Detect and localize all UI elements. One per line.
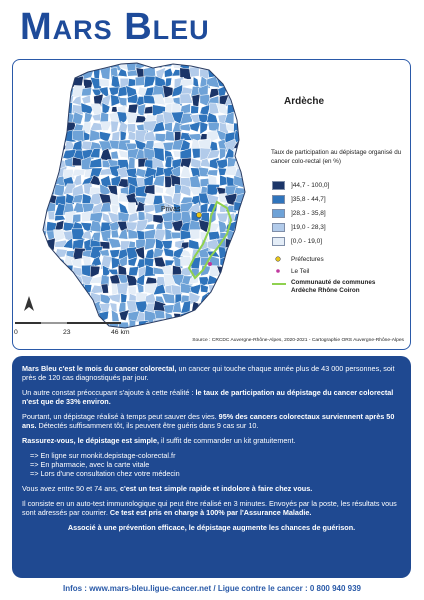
municipality-cell — [243, 302, 254, 313]
municipality-cell — [54, 132, 65, 142]
municipality-cell — [72, 60, 82, 71]
community-legend-line — [272, 283, 286, 285]
municipality-cell — [54, 60, 67, 71]
municipality-cell — [145, 328, 156, 341]
municipality-cell — [244, 283, 255, 293]
municipality-cell — [207, 328, 218, 339]
kit-option: => En pharmacie, avec la carte vitale — [30, 460, 150, 469]
scale-label: 23 — [63, 329, 71, 336]
municipality-cell — [72, 229, 86, 240]
info-paragraph: Rassurez-vous, le dépistage est simple, il suffit de commander un kit gratuitement. — [22, 436, 296, 445]
municipality-cell — [246, 149, 256, 161]
municipality-cell — [191, 106, 199, 114]
municipality-cell — [243, 256, 255, 269]
municipality-cell — [189, 121, 201, 132]
municipality-cell — [46, 95, 58, 106]
municipality-cell — [45, 303, 57, 314]
municipality-cell — [227, 287, 239, 294]
municipality-cell — [54, 313, 66, 322]
legend-swatch — [272, 195, 285, 204]
municipality-cell — [155, 186, 163, 193]
municipality-cell — [82, 312, 92, 321]
legend-label: ]35,8 - 44,7] — [291, 196, 326, 203]
municipality-cell — [234, 240, 246, 248]
municipality-cell — [48, 103, 58, 115]
municipality-cell — [217, 292, 229, 302]
municipality-cell — [234, 95, 243, 106]
municipality-cell — [243, 240, 256, 249]
municipality-cell — [48, 157, 58, 169]
municipality-cell — [237, 114, 245, 122]
municipality-cell — [245, 86, 256, 99]
municipality-cell — [244, 68, 255, 80]
municipality-cell — [210, 320, 220, 332]
municipality-cell — [228, 320, 238, 331]
municipality-cell — [129, 267, 139, 276]
municipality-cell — [36, 177, 46, 186]
municipality-cell — [245, 321, 255, 330]
municipality-cell — [180, 166, 191, 178]
municipality-cell — [73, 293, 81, 305]
municipality-cell — [46, 274, 58, 287]
closing-statement: Associé à une prévention efficace, le dépistage augmente les chances de guérison. — [67, 523, 356, 532]
prefecture-legend-marker — [276, 257, 281, 262]
municipality-cell — [243, 293, 255, 306]
municipality-cell — [234, 277, 246, 285]
scale-bar — [13, 322, 143, 342]
municipality-cell — [48, 88, 58, 95]
municipality-cell — [163, 85, 173, 98]
municipality-cell — [118, 229, 128, 240]
municipality-cell — [234, 233, 247, 242]
municipality-cell — [111, 230, 119, 238]
municipality-cell — [207, 304, 218, 314]
municipality-cell — [73, 301, 83, 313]
municipality-cell — [153, 248, 164, 258]
municipality-cell — [54, 86, 67, 95]
municipality-cell — [111, 121, 119, 133]
municipality-cell — [73, 239, 85, 250]
municipality-cell — [92, 60, 102, 70]
department-name: Ardèche — [284, 96, 325, 107]
municipality-cell — [226, 67, 236, 78]
municipality-cell — [46, 121, 58, 132]
municipality-cell — [245, 159, 255, 168]
scale-label: 0 — [14, 329, 18, 336]
municipality-cell — [234, 247, 246, 258]
info-paragraph: Mars Bleu c'est le mois du cancer colorectal, un cancer qui touche chaque année plus de 43 000 personnes, soit près de 120 cas diagnostiqués par jour. — [22, 364, 395, 382]
municipality-cell — [189, 67, 199, 77]
municipality-cell — [46, 60, 58, 70]
municipality-cell — [63, 292, 74, 304]
municipality-cell — [36, 60, 47, 71]
municipality-cell — [243, 248, 257, 256]
legend-label: ]44,7 - 100,0] — [291, 182, 330, 189]
municipality-cell — [245, 268, 254, 277]
municipality-cell — [225, 275, 234, 288]
municipality-cell — [243, 330, 254, 338]
municipality-cell — [128, 212, 138, 223]
municipality-cell — [46, 169, 56, 176]
municipality-cell — [227, 85, 238, 94]
municipality-cell — [111, 107, 117, 113]
municipality-cell — [172, 328, 181, 341]
kit-options-list — [22, 451, 401, 478]
municipality-cell — [36, 113, 47, 125]
municipality-cell — [190, 230, 200, 240]
municipality-cell — [243, 310, 253, 321]
municipality-cell — [235, 104, 245, 116]
prefecture-marker — [196, 212, 201, 217]
municipality-cell — [63, 284, 75, 292]
kit-option: => En ligne sur monkit.depistage-colorectal.fr — [30, 451, 176, 460]
municipality-cell — [201, 292, 210, 303]
municipality-cell — [245, 167, 254, 175]
municipality-cell — [244, 60, 255, 69]
municipality-cell — [218, 60, 230, 70]
municipality-cell — [36, 87, 49, 98]
map-source: Source : CRCDC Auvergne-Rhône-Alpes, 2020-2021 - Cartographie ORS Auvergne-Rhône-Alpes — [192, 338, 404, 343]
municipality-cell — [99, 79, 109, 87]
municipality-cell — [72, 214, 80, 223]
municipality-cell — [220, 311, 226, 322]
municipality-cell — [45, 250, 54, 257]
municipality-cell — [54, 105, 64, 115]
municipality-cell — [234, 302, 245, 313]
municipality-cell — [36, 211, 45, 223]
municipality-cell — [54, 284, 67, 294]
municipality-cell — [243, 202, 257, 212]
municipality-cell — [207, 313, 218, 322]
municipality-cell — [66, 303, 76, 312]
municipality-cell — [245, 140, 253, 151]
municipality-cell — [128, 104, 138, 113]
municipality-cell — [219, 302, 229, 312]
municipality-cell — [48, 140, 56, 151]
municipality-cell — [220, 285, 229, 296]
municipality-cell — [36, 67, 49, 78]
municipality-cell — [63, 68, 73, 79]
municipality-cell — [193, 77, 199, 88]
municipality-cell — [225, 310, 238, 321]
municipality-cell — [220, 149, 226, 160]
municipality-cell — [234, 266, 246, 275]
municipality-cell — [209, 60, 220, 70]
municipality-cell — [72, 283, 85, 296]
municipality-cell — [217, 321, 228, 328]
municipality-cell — [67, 76, 73, 86]
municipality-cell — [36, 132, 49, 139]
municipality-cell — [244, 229, 255, 243]
municipality-cell — [155, 133, 166, 142]
municipality-cell — [227, 60, 237, 70]
municipality-cell — [243, 78, 255, 87]
municipality-cell — [225, 258, 237, 269]
municipality-cell — [164, 329, 174, 341]
municipality-cell — [200, 122, 208, 135]
municipality-cell — [234, 257, 244, 268]
legend-item — [272, 181, 392, 191]
municipality-cell — [235, 78, 246, 86]
municipality-cell — [37, 266, 49, 279]
municipality-cell — [37, 249, 50, 260]
municipality-cell — [121, 293, 127, 303]
municipality-cell — [153, 329, 165, 339]
north-arrow-icon — [22, 295, 36, 317]
municipality-cell — [54, 112, 65, 122]
municipality-cell — [37, 283, 49, 297]
municipality-cell — [36, 94, 46, 107]
municipality-cell — [244, 178, 252, 187]
municipality-cell — [36, 310, 48, 323]
municipality-cell — [234, 311, 247, 322]
municipality-cell — [243, 274, 254, 287]
municipality-cell — [54, 97, 66, 105]
municipality-cell — [190, 175, 202, 187]
scale-label: 46 km — [111, 329, 130, 336]
municipality-cell — [165, 122, 173, 131]
legend-title: Taux de participation au dépistage organisé du cancer colo-rectal (en %) — [271, 149, 402, 165]
legend-label: ]19,0 - 28,3] — [291, 224, 326, 231]
municipality-cell — [45, 76, 58, 88]
municipality-cell — [92, 114, 101, 121]
municipality-cell — [201, 321, 212, 330]
municipality-cell — [47, 284, 59, 295]
municipality-cell — [120, 131, 126, 141]
municipality-cell — [200, 203, 208, 214]
municipality-cell — [198, 167, 208, 177]
municipality-cell — [234, 286, 247, 295]
municipality-cell — [45, 130, 57, 144]
municipality-cell — [46, 258, 58, 269]
municipality-cell — [135, 77, 145, 86]
municipality-cell — [234, 213, 248, 221]
municipality-cell — [218, 277, 226, 287]
municipality-cell — [37, 302, 48, 313]
municipality-cell — [46, 115, 58, 125]
le-teil-marker — [208, 262, 212, 266]
info-paragraph: Vous avez entre 50 et 74 ans, c'est un test simple rapide et indolore à faire chez vous. — [22, 484, 313, 493]
municipality-cell — [244, 121, 255, 131]
legend-swatch — [272, 237, 285, 246]
municipality-cell — [192, 94, 200, 106]
municipality-cell — [37, 275, 48, 287]
municipality-cell — [47, 312, 57, 322]
municipality-cell — [234, 292, 243, 305]
municipality-cell — [225, 76, 235, 87]
municipality-cell — [82, 304, 94, 314]
municipality-cell — [36, 157, 47, 166]
info-paragraph: Il consiste en un auto-test immunologique qui peut être réalisé en 3 minutes. Envoyés par la poste, les résultats vous sont adressés par courrier. Ce test est pris en charge à 100% par l'Assurance Maladie. — [22, 499, 397, 517]
municipality-cell — [243, 221, 256, 232]
le-teil-legend-marker — [276, 269, 280, 273]
municipality-cell — [154, 257, 166, 268]
municipality-cell — [37, 241, 48, 250]
municipality-cell — [163, 248, 173, 257]
municipality-cell — [55, 275, 66, 285]
municipality-cell — [234, 70, 247, 79]
municipality-cell — [219, 70, 225, 78]
legend-label: [0,0 - 19,0] — [291, 238, 323, 245]
municipality-cell — [54, 77, 67, 84]
municipality-cell — [37, 256, 47, 269]
municipality-cell — [46, 149, 56, 159]
municipality-cell — [191, 321, 202, 332]
footer-contact: Infos : www.mars-bleu.ligue-cancer.net / Ligue contre le cancer : 0 800 940 939 — [62, 584, 362, 593]
municipality-cell — [54, 122, 66, 132]
legend-swatch — [272, 181, 285, 190]
municipality-cell — [181, 328, 192, 340]
municipality-cell — [36, 139, 47, 150]
municipality-cell — [225, 294, 237, 301]
legend-label: ]28,3 - 35,8] — [291, 210, 326, 217]
municipality-cell — [55, 215, 66, 220]
municipality-cell — [173, 321, 183, 331]
municipality-cell — [37, 295, 46, 302]
municipality-cell — [84, 60, 92, 70]
municipality-cell — [48, 265, 58, 277]
community-legend-label: Communauté de communes Ardèche Rhône Coiron — [291, 279, 376, 294]
municipality-cell — [237, 60, 244, 69]
legend-swatch — [272, 223, 285, 232]
municipality-cell — [225, 301, 235, 314]
municipality-cell — [36, 185, 48, 197]
municipality-cell — [36, 123, 48, 134]
municipality-cell — [219, 331, 229, 339]
info-paragraph: Un autre constat préoccupant s'ajoute à cette réalité : le taux de participation au dépistage du cancer colorectal n'est que de 33% environ. — [22, 388, 394, 406]
info-paragraph: Pourtant, un dépistage réalisé à temps peut sauver des vies. 95% des cancers colorectaux surviennent après 50 ans. Détectés suffisamment tôt, ils peuvent être guéris dans 9 cas sur 10. — [22, 412, 395, 430]
municipality-cell — [201, 284, 209, 292]
municipality-cell — [36, 78, 47, 87]
municipality-cell — [48, 211, 55, 220]
municipality-cell — [63, 275, 72, 286]
municipality-cell — [162, 319, 173, 331]
legend-item — [272, 223, 392, 233]
municipality-cell — [36, 197, 47, 204]
municipality-cell — [100, 121, 112, 130]
municipality-cell — [245, 211, 256, 224]
municipality-cell — [90, 266, 100, 278]
choropleth-map — [13, 60, 411, 350]
municipality-cell — [234, 319, 246, 332]
legend-item — [272, 237, 392, 247]
page-title: Mars Bleu — [20, 6, 210, 48]
municipality-cell — [154, 310, 165, 318]
municipality-cell — [111, 95, 121, 107]
municipality-cell — [225, 329, 238, 338]
municipality-cell — [237, 85, 247, 96]
municipality-cell — [72, 169, 85, 176]
kit-option: => Lors d'une consultation chez votre médecin — [30, 469, 180, 478]
municipality-cell — [243, 130, 254, 143]
municipality-cell — [208, 231, 220, 240]
municipality-cell — [245, 113, 254, 124]
legend-item — [272, 195, 392, 205]
info-box — [12, 356, 411, 578]
municipality-cell — [245, 105, 254, 114]
municipality-cell — [36, 103, 48, 116]
municipality-cell — [54, 67, 64, 79]
municipality-cell — [181, 320, 193, 330]
municipality-cell — [55, 301, 64, 312]
municipality-cell — [201, 310, 209, 323]
municipality-cell — [84, 292, 90, 303]
municipality-cell — [55, 294, 66, 304]
city-label-privas: Privas — [161, 206, 181, 213]
municipality-cell — [165, 131, 174, 141]
municipality-cell — [36, 151, 49, 160]
municipality-cell — [111, 151, 119, 159]
municipality-cell — [46, 292, 58, 301]
legend-item — [272, 209, 392, 219]
map-panel: Ardèche Taux de participation au dépistage organisé du cancer colo-rectal (en %) ]44,7 - 100,0] ]35,8 - 44,7] ]28,3 - 35,8] ]19,0 - 28,3] [0,0 - 19,0] Préfectures Le Teil Communauté de communes Ardèche Rhône Coiron Privas 0 23 46 km Source : CRCDC Auvergne-Rhône-Alpes, 2020-2021 - Cartographie ORS Auvergne-Rhône-Alpes — [12, 59, 411, 350]
municipality-cell — [246, 97, 254, 106]
municipality-cell — [81, 88, 91, 96]
municipality-cell — [36, 167, 49, 176]
municipality-cell — [189, 239, 200, 250]
municipality-cell — [63, 60, 74, 69]
municipality-cell — [46, 68, 56, 78]
municipality-cell — [55, 265, 65, 279]
municipality-cell — [228, 267, 236, 277]
legend-swatch — [272, 209, 285, 218]
municipality-cell — [245, 194, 254, 205]
